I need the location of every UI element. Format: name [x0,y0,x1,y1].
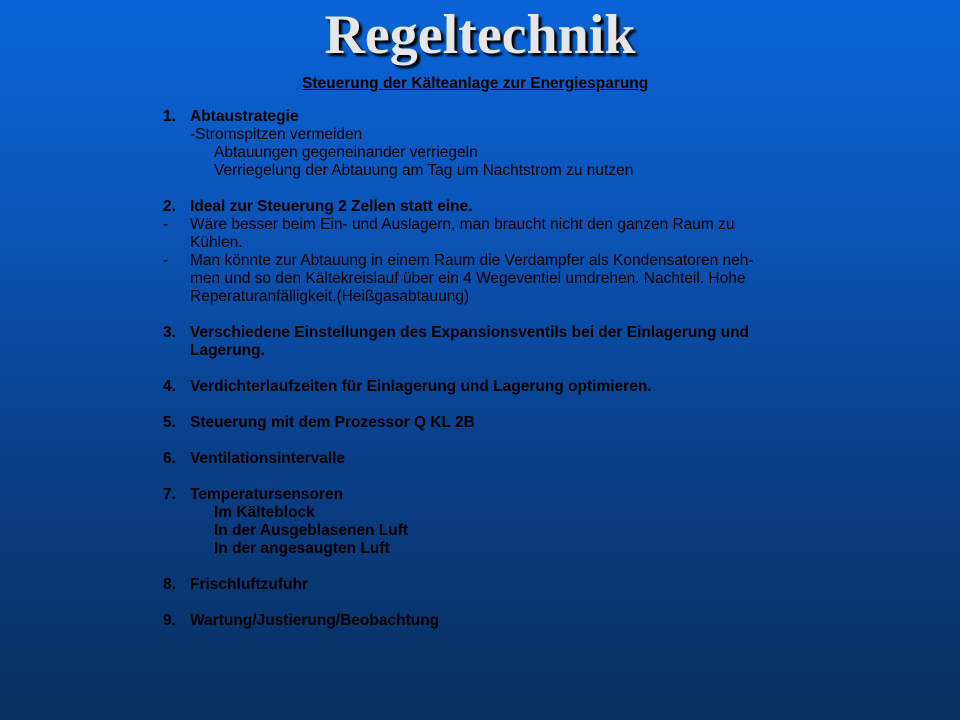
bullet-dash: - [163,216,169,233]
item-heading: Ideal zur Steuerung 2 Zellen statt eine. [190,198,473,215]
item-line: Man könnte zur Abtauung in einem Raum die Verdampfer als Kondensatoren neh- [190,252,754,269]
item-number: 8. [163,576,176,593]
item-heading: Wartung/Justierung/Beobachtung [190,612,440,629]
item-number: 2. [163,198,176,215]
item-heading: Temperatursensoren [190,486,344,503]
list-item [163,378,803,396]
item-heading: Frischluftzufuhr [190,576,308,593]
slide-subtitle: Steuerung der Kälteanlage zur Energiesparung [302,75,649,92]
item-line: Im Kälteblock [214,504,315,521]
sub-bullet [163,216,803,252]
list-item [163,108,803,180]
list-item [163,576,803,594]
bullet-dash: - [163,252,169,269]
slide-title: Regeltechnik [324,4,636,66]
item-line: Verriegelung der Abtauung am Tag um Nachtstrom zu nutzen [214,162,634,179]
list-item [163,486,803,558]
item-line: In der Ausgeblasenen Luft [214,522,409,539]
list-item [163,324,803,360]
item-line: -Stromspitzen vermeiden [190,126,363,143]
item-line: Abtauungen gegeneinander verriegeln [214,144,478,161]
item-line: Kühlen. [190,234,243,251]
item-line: Reperaturanfälligkeit.(Heißgasabtauung) [190,288,470,305]
item-number: 7. [163,486,176,503]
sub-bullet [163,252,803,306]
item-number: 9. [163,612,176,629]
list-item [163,612,803,630]
item-heading: Abtaustrategie [190,108,299,125]
item-heading: Ventilationsintervalle [190,450,346,467]
item-number: 4. [163,378,176,395]
item-heading: Steuerung mit dem Prozessor Q KL 2B [190,414,475,431]
item-number: 1. [163,108,176,125]
item-heading-continued: Lagerung. [190,342,265,359]
item-line: In der angesaugten Luft [214,540,390,557]
list-item [163,414,803,432]
item-line: men und so den Kältekreislauf über ein 4 Wegeventiel umdrehen. Nachteil. Hohe [190,270,746,287]
item-number: 6. [163,450,176,467]
item-heading: Verschiedene Einstellungen des Expansionsventils bei der Einlagerung und [190,324,750,341]
list-item [163,198,803,306]
item-heading: Verdichterlaufzeiten für Einlagerung und Lagerung optimieren. [190,378,652,395]
item-number: 3. [163,324,176,341]
item-number: 5. [163,414,176,431]
item-line: Wäre besser beim Ein- und Auslagern, man braucht nicht den ganzen Raum zu [190,216,735,233]
list-item [163,450,803,468]
numbered-list [163,108,803,630]
